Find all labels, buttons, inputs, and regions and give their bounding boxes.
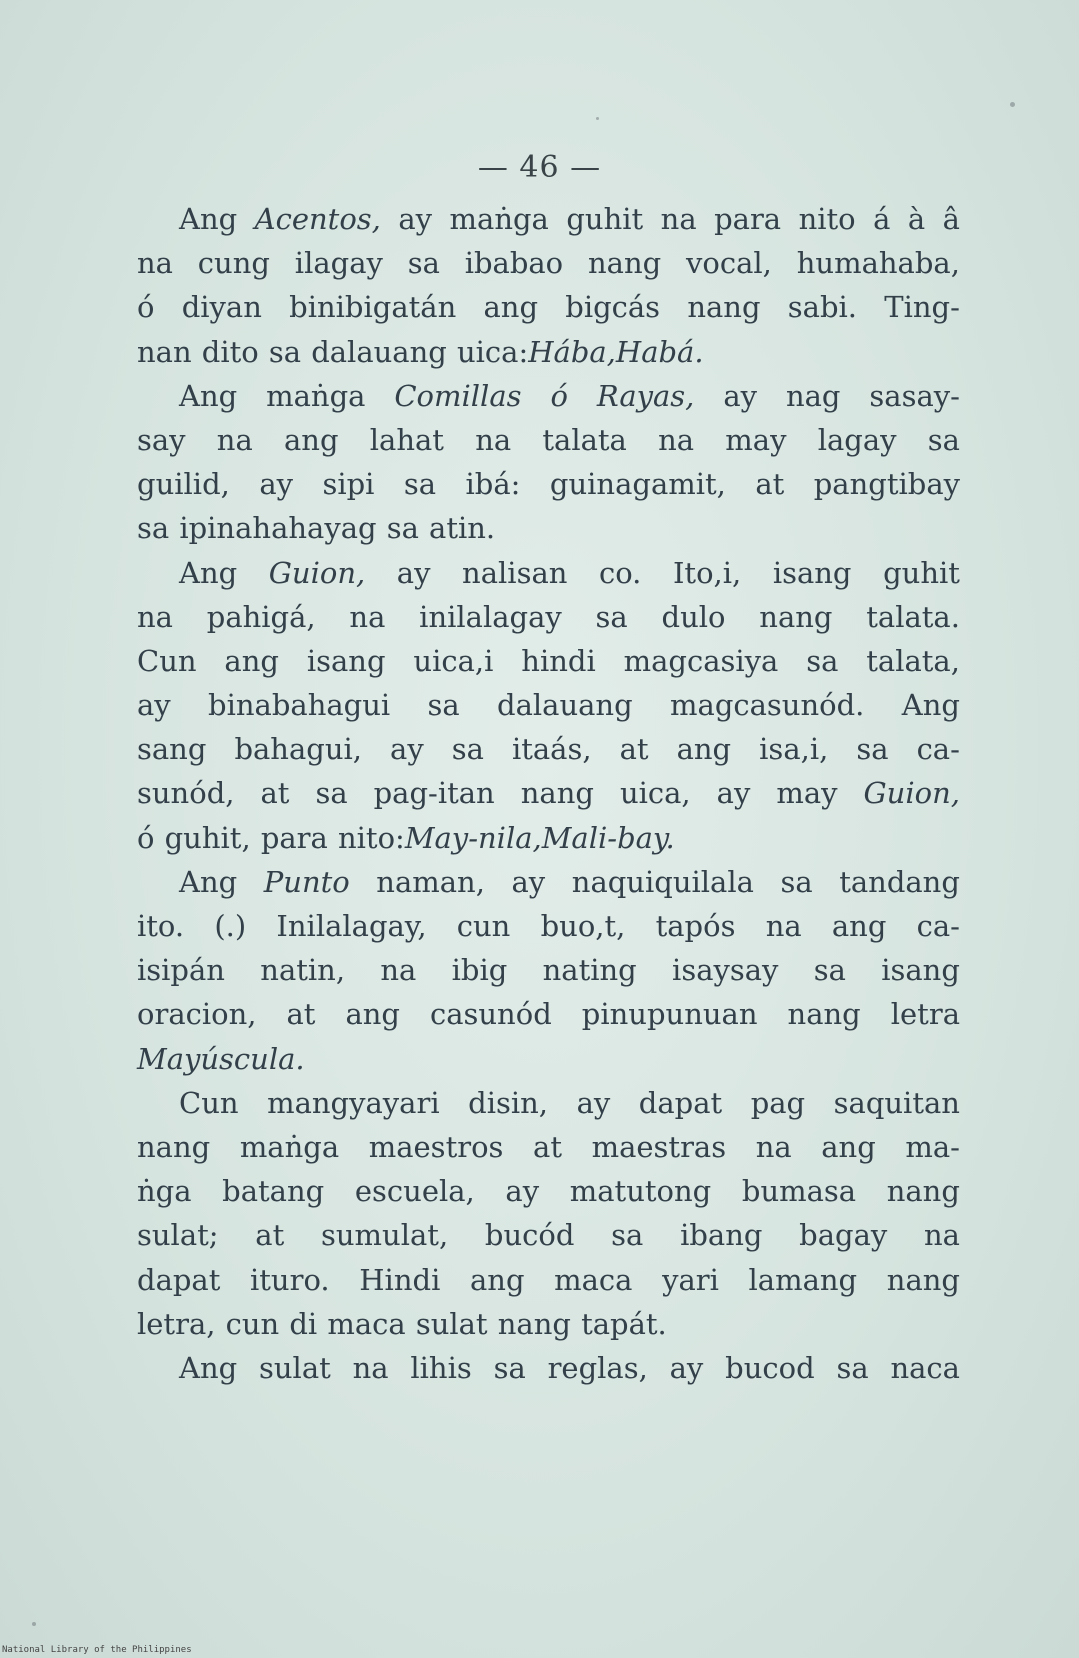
word: na	[924, 1218, 960, 1253]
word: at	[755, 467, 785, 502]
word: ilagay	[294, 246, 383, 281]
text-line	[137, 948, 960, 992]
word: ibá:	[465, 467, 521, 502]
italic-word: Habá.	[615, 334, 704, 369]
word: guinagamit,	[549, 467, 726, 502]
word: magcasunód.	[670, 688, 865, 723]
word: ay	[398, 202, 433, 236]
word: disin,	[468, 1085, 549, 1120]
word: ibabao	[464, 246, 564, 281]
text-line	[137, 771, 960, 815]
word: na	[137, 246, 173, 281]
word: letra,	[137, 1306, 216, 1341]
text-line	[137, 551, 960, 595]
word: dito	[201, 334, 259, 369]
word: isa,i,	[759, 732, 829, 767]
word: ṅga	[137, 1174, 192, 1209]
word: binabahagui	[208, 688, 391, 723]
word: naman,	[376, 864, 485, 899]
word: ay	[390, 732, 424, 767]
word: hindi	[521, 643, 596, 678]
italic-word: May-nila,	[404, 820, 542, 855]
word: isang	[881, 953, 960, 988]
word: ay	[669, 1350, 704, 1385]
italic-word: Acentos,	[254, 202, 381, 236]
word: Ang	[179, 555, 238, 590]
word: humahaba,	[796, 246, 960, 281]
word: maṅga	[266, 378, 366, 413]
word: sulat	[415, 1306, 488, 1341]
word: tandang	[839, 864, 960, 899]
word: ang	[469, 1262, 525, 1297]
word: nan	[137, 334, 192, 369]
word: magcasiya	[623, 643, 779, 678]
word: sa	[427, 688, 460, 723]
word: ó	[137, 820, 155, 855]
word: maestros	[368, 1129, 504, 1164]
word: para	[714, 202, 782, 236]
word: sang	[137, 732, 207, 767]
word: casunód	[429, 997, 552, 1032]
word: cun	[225, 1306, 280, 1341]
word: mangyayari	[267, 1085, 440, 1120]
word: sa	[806, 643, 839, 678]
word: ay	[137, 688, 171, 723]
word: ay	[505, 1174, 540, 1209]
word: na	[755, 1129, 792, 1164]
text-line	[137, 506, 960, 550]
word: na	[137, 599, 173, 634]
word: na	[216, 422, 253, 457]
word: ca-	[916, 732, 960, 767]
page-number: — 46 —	[477, 150, 602, 185]
word: ituro.	[250, 1262, 330, 1297]
word: nang	[520, 776, 594, 811]
word: pag	[750, 1085, 806, 1120]
italic-word: Mayúscula.	[137, 1041, 305, 1076]
word: sa	[611, 1218, 644, 1253]
word: sulat;	[137, 1218, 219, 1253]
dust-speck	[32, 1622, 36, 1626]
body-text	[137, 197, 960, 1390]
word: nang	[886, 1262, 960, 1297]
word: na	[352, 1350, 389, 1385]
word: guhit,	[164, 820, 251, 855]
word: di	[289, 1306, 318, 1341]
word: sa	[493, 1350, 526, 1385]
text-line	[137, 1213, 960, 1257]
word: ay	[716, 776, 751, 811]
word: nang	[759, 599, 833, 634]
word: Ang	[179, 378, 238, 413]
text-line	[137, 595, 960, 639]
word: â	[942, 202, 960, 236]
word: Ito,i,	[672, 555, 742, 590]
word: Ang	[179, 1350, 238, 1385]
word: Cun	[137, 643, 197, 678]
word: yari	[662, 1262, 719, 1297]
word: sa	[403, 467, 437, 502]
word: na	[349, 599, 386, 634]
word: ang	[224, 643, 279, 678]
italic-word: Mali-bay.	[541, 820, 675, 855]
text-line	[137, 683, 960, 727]
word: at	[286, 997, 316, 1032]
word: ay	[396, 555, 431, 590]
word: guhit	[566, 202, 644, 236]
word: sabi.	[787, 290, 857, 325]
word: inilalagay	[419, 599, 562, 634]
word: ibang	[680, 1218, 763, 1253]
word: nang	[886, 1174, 960, 1209]
word: na	[765, 909, 802, 943]
word: nito	[798, 202, 856, 236]
word: bahagui,	[234, 732, 363, 767]
word: uica,	[619, 776, 691, 811]
italic-word: ó	[550, 378, 568, 413]
word: at	[533, 1129, 562, 1164]
word: dalauang	[497, 688, 633, 723]
word: bagay	[799, 1218, 888, 1253]
text-line	[137, 241, 960, 285]
dust-speck	[596, 117, 599, 120]
word: sa	[836, 1350, 869, 1385]
word: ó	[137, 290, 155, 325]
italic-word: Hába,	[528, 334, 616, 369]
word: ipinahahayag	[179, 511, 377, 546]
word: sipi	[322, 467, 375, 502]
word: escuela,	[354, 1174, 475, 1209]
word: para	[260, 820, 328, 855]
word: bucod	[725, 1350, 815, 1385]
word: sa	[856, 732, 889, 767]
word: nang	[497, 1306, 571, 1341]
word: bigcás	[565, 290, 661, 325]
word: (.)	[214, 909, 247, 943]
word: ay	[511, 864, 546, 899]
word: maestras	[591, 1129, 727, 1164]
word: Ang	[179, 202, 238, 236]
word: atin.	[429, 511, 496, 546]
text-line	[137, 1346, 960, 1390]
word: pinupunuan	[581, 997, 758, 1032]
word: sulat	[259, 1350, 331, 1385]
word: may	[725, 422, 787, 457]
text-line	[137, 1037, 960, 1081]
word: nito:	[337, 820, 405, 855]
word: maṅga	[449, 202, 549, 236]
word: sa	[407, 246, 440, 281]
word: say	[137, 422, 186, 457]
word: matutong	[569, 1174, 712, 1209]
word: maca	[554, 1262, 633, 1297]
word: Ang	[179, 864, 238, 899]
italic-word: Guion,	[863, 776, 960, 811]
word: pag-itan	[373, 776, 495, 811]
word: uica,i	[413, 643, 494, 678]
word: sa	[137, 511, 170, 546]
word: saquitan	[833, 1085, 960, 1120]
word: sunód,	[137, 776, 235, 811]
text-line	[137, 727, 960, 771]
word: nating	[542, 953, 637, 988]
word: dapat	[638, 1085, 723, 1120]
word: ang	[345, 997, 400, 1032]
word: lamang	[748, 1262, 858, 1297]
word: ibig	[451, 953, 508, 988]
word: talata	[542, 422, 627, 457]
text-line	[137, 992, 960, 1036]
word: maca	[327, 1306, 406, 1341]
word: isaysay	[672, 953, 779, 988]
word: ang	[284, 422, 339, 457]
italic-word: Rayas,	[596, 378, 695, 413]
word: ang	[831, 909, 887, 943]
word: Cun	[179, 1085, 239, 1120]
word: sa	[315, 776, 348, 811]
word: tapát.	[581, 1306, 667, 1341]
word: maṅga	[239, 1129, 340, 1164]
word: batang	[222, 1174, 325, 1209]
word: nang	[687, 290, 761, 325]
word: sa	[451, 732, 484, 767]
word: talata.	[866, 599, 960, 634]
word: binibigatán	[289, 290, 457, 325]
text-line	[137, 462, 960, 506]
word: ito.	[137, 909, 185, 943]
word: ang	[676, 732, 732, 767]
word: uica:	[456, 334, 529, 369]
word: ang	[483, 290, 539, 325]
word: á	[873, 202, 891, 236]
word: talata,	[866, 643, 960, 678]
word: lagay	[817, 422, 897, 457]
word: guilid,	[137, 467, 230, 502]
footer-credit: National Library of the Philippines	[2, 1645, 192, 1655]
word: na	[658, 422, 695, 457]
word: at	[260, 776, 290, 811]
text-line	[137, 860, 960, 904]
word: ay	[259, 467, 293, 502]
word: na	[475, 422, 512, 457]
text-line	[137, 1125, 960, 1169]
text-line	[137, 1169, 960, 1213]
word: ca-	[916, 909, 960, 943]
text-line	[137, 1302, 960, 1346]
text-line	[137, 639, 960, 683]
word: pahigá,	[206, 599, 316, 634]
word: nang	[787, 997, 861, 1032]
word: sasay-	[869, 378, 960, 413]
word: sa	[780, 864, 813, 899]
text-line	[137, 1258, 960, 1302]
word: Hindi	[359, 1262, 441, 1297]
word: cun	[456, 909, 511, 943]
word: ma-	[905, 1129, 960, 1164]
word: ang	[821, 1129, 876, 1164]
word: ay	[576, 1085, 611, 1120]
word: at	[619, 732, 649, 767]
word: cung	[197, 246, 270, 281]
word: Inilalagay,	[276, 909, 427, 943]
word: sa	[595, 599, 628, 634]
text-line	[137, 1081, 960, 1125]
word: itaás,	[511, 732, 592, 767]
word: sa	[268, 334, 302, 369]
word: sa	[927, 422, 960, 457]
word: à	[907, 202, 926, 236]
word: dapat	[137, 1262, 221, 1297]
word: pangtibay	[813, 467, 960, 502]
word: naca	[890, 1350, 960, 1385]
word: nag	[785, 378, 841, 413]
text-line	[137, 330, 960, 374]
word: buo,t,	[540, 909, 626, 943]
word: nalisan	[462, 555, 568, 590]
text-line	[137, 904, 960, 948]
word: bumasa	[741, 1174, 857, 1209]
word: nang	[137, 1129, 211, 1164]
word: diyan	[181, 290, 262, 325]
word: sumulat,	[320, 1218, 449, 1253]
text-line	[137, 816, 960, 860]
word: isang	[772, 555, 852, 590]
word: na	[380, 953, 417, 988]
word: oracion,	[137, 997, 257, 1032]
word: bucód	[484, 1218, 575, 1253]
text-line	[137, 418, 960, 462]
italic-word: Guion,	[268, 555, 366, 590]
word: tapós	[655, 909, 736, 943]
text-line	[137, 374, 960, 418]
word: vocal,	[686, 246, 772, 281]
word: natin,	[260, 953, 346, 988]
text-line	[137, 197, 960, 241]
word: Ting-	[884, 290, 960, 325]
word: dalauang	[311, 334, 447, 369]
word: sa	[386, 511, 419, 546]
word: nang	[587, 246, 662, 281]
word: isipán	[137, 953, 225, 988]
word: na	[660, 202, 697, 236]
word: ay	[723, 378, 758, 413]
word: reglas,	[547, 1350, 648, 1385]
word: lihis	[410, 1350, 472, 1385]
word: co.	[598, 555, 642, 590]
italic-word: Punto	[263, 864, 350, 899]
word: guhit	[883, 555, 960, 590]
word: Ang	[901, 688, 960, 723]
word: lahat	[369, 422, 444, 457]
word: at	[255, 1218, 285, 1253]
word: isang	[306, 643, 386, 678]
word: letra	[890, 997, 960, 1032]
italic-word: Comillas	[394, 378, 522, 413]
word: dulo	[661, 599, 726, 634]
text-line	[137, 285, 960, 329]
word: may	[776, 776, 838, 811]
dust-speck	[1010, 102, 1015, 107]
word: naquiquilala	[571, 864, 754, 899]
word: sa	[813, 953, 846, 988]
